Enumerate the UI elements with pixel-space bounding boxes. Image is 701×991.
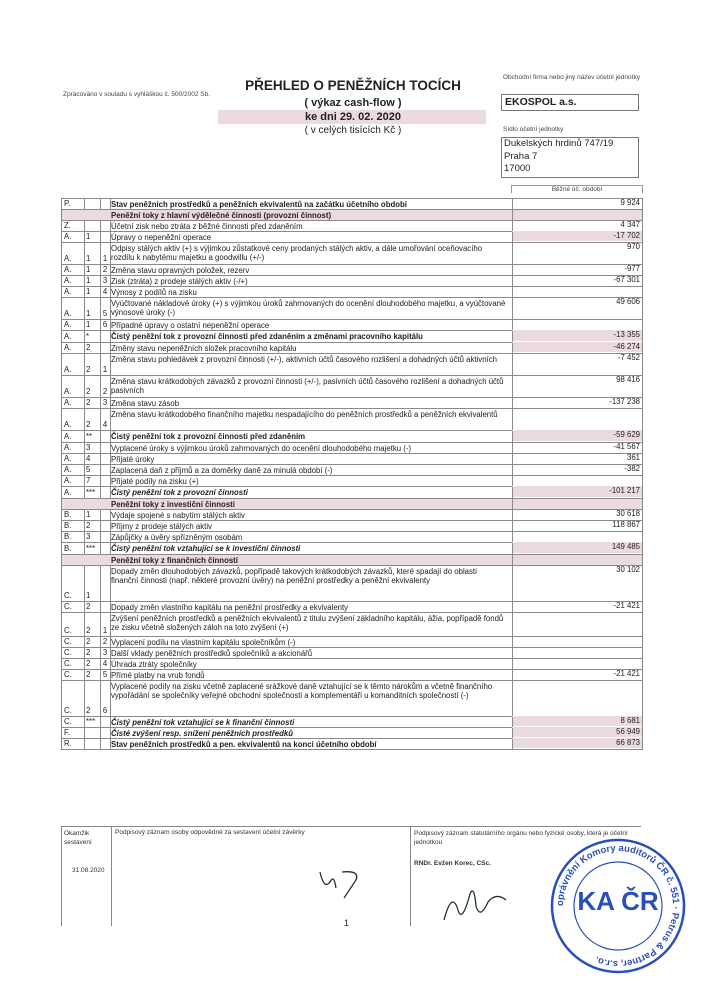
row-label: Stav peněžních prostředků a peněžních ekvivalentů na začátku účetního období (111, 200, 407, 209)
row-sub-code: 1 (86, 308, 91, 318)
row-sub-code: 7 (86, 475, 91, 485)
row-code: A. (64, 419, 72, 429)
row-code: A. (64, 364, 72, 374)
row-code: B. (64, 531, 72, 541)
row-label: Dopady změn dlouhodobých závazků, popřípadě takových krátkodobých závazků, které spadají do oblasti finanční činnosti (např. některé provozní úvěry) na peněžní prostředky a peněžní ekvivalenty (111, 567, 477, 586)
row-label: Úpravy o nepeněžní operace (111, 233, 212, 242)
row-code: C. (64, 601, 72, 611)
row-label: Změna stavu zásob (111, 399, 180, 408)
row-label: Zvýšení peněžních prostředků a peněžních ekvivalentů z titulu zvýšení základního kapitálu, ážia, popřípadě fondů ze zisku včetně složených záloh na toto zvýšení (+) (111, 614, 504, 633)
row-code: A. (64, 453, 72, 463)
row-label: Čistý peněžní tok vztahující se k finanční činnosti (111, 718, 295, 727)
row-sub-code: *** (86, 487, 96, 497)
row-label: Příjmy z prodeje stálých aktiv (111, 522, 212, 531)
row-code: A. (64, 386, 72, 396)
row-code: A. (64, 264, 72, 274)
row-value: 8 681 (512, 716, 642, 726)
row-code: C. (64, 647, 72, 657)
row-value: -101 217 (512, 486, 642, 497)
column-header: Běžné úč. období (511, 185, 643, 193)
body-signature-label: Podpisový záznam statutárního orgánu nebo fyzické osoby, která je účetní jednotkou (414, 830, 628, 846)
row-value: -137 238 (609, 397, 640, 406)
row-item-code: 4 (102, 419, 108, 429)
row-value (512, 554, 642, 564)
row-label: Čistý peněžní tok z provozní činnosti před zdaněním (111, 432, 306, 441)
row-code: C. (64, 669, 72, 679)
row-code: B. (64, 520, 72, 530)
row-value: 30 618 (616, 509, 640, 518)
row-value (512, 531, 642, 541)
row-value: -46 274 (512, 342, 642, 352)
row-sub-code: 2 (86, 647, 91, 657)
table-row (62, 243, 642, 265)
row-code: C. (64, 658, 72, 668)
row-sub-code: 2 (86, 520, 91, 530)
row-sub-code: 1 (86, 231, 91, 241)
row-code: A. (64, 397, 72, 407)
row-value: 30 102 (616, 565, 640, 574)
row-sub-code: 2 (86, 419, 91, 429)
row-value: -21 421 (613, 601, 640, 610)
row-label: Změna stavu pohledávek z provozní činnosti (+/-), aktivních účtů časového rozlišení a dohadných účtů aktivních (111, 355, 497, 364)
row-code: A. (64, 308, 72, 318)
row-value: 361 (626, 453, 640, 462)
row-sub-code: *** (86, 543, 96, 553)
row-item-code: 2 (102, 636, 108, 646)
row-value: -7 452 (617, 353, 640, 362)
row-code: B. (64, 543, 72, 553)
row-sub-code: 1 (86, 286, 91, 296)
row-code: C. (64, 590, 72, 600)
row-code: A. (64, 253, 72, 263)
row-sub-code: 5 (86, 464, 91, 474)
row-label: Změny stavu nepeněžních složek pracovního kapitálu (111, 344, 297, 353)
row-sub-code: 2 (86, 705, 91, 715)
stamp-ring-text: oprávnění Komory auditorů ČR č. 551 · Petrus & Partner, s.r.o. (554, 842, 682, 970)
row-item-code: 6 (102, 705, 108, 715)
row-value: -13 355 (512, 330, 642, 341)
row-code: A. (64, 342, 72, 352)
row-sub-code: 1 (86, 319, 91, 329)
row-label: Zaplacená daň z příjmů a za doměrky daně za minulá období (-) (111, 466, 333, 475)
company-label: Obchodní firma nebo jiný název účetní jednotky (503, 74, 640, 81)
auditor-stamp (548, 836, 688, 976)
row-value (512, 209, 642, 219)
row-value (512, 498, 642, 508)
table-row (62, 409, 642, 431)
row-value: -17 702 (512, 231, 642, 241)
row-value: -21 421 (613, 669, 640, 678)
row-value: -382 (624, 464, 640, 473)
row-value: -41 567 (613, 442, 640, 451)
moment-date: 31.08.2020 (72, 867, 105, 874)
report-date: ke dni 29. 02. 2020 (304, 111, 401, 123)
row-code: A. (64, 319, 72, 329)
row-label: Výnosy z podílů na zisku (111, 288, 197, 297)
row-sub-code: 4 (86, 453, 91, 463)
row-code: C. (64, 705, 72, 715)
row-code: P. (64, 198, 71, 208)
row-label: Zisk (ztráta) z prodeje stálých aktiv (-/+) (111, 277, 248, 286)
row-value: 970 (626, 242, 640, 251)
row-code: F. (64, 727, 71, 737)
row-item-code: 5 (102, 308, 108, 318)
row-code: A. (64, 475, 72, 485)
row-item-code: 3 (102, 275, 108, 285)
row-label: Vyplacené úroky s výjimkou úroků zahrnovaných do ocenění dlouhodobého majetku (-) (111, 444, 412, 453)
signature-scribble-1 (300, 852, 380, 902)
row-label: Vyúčtované nákladové úroky (+) s výjimkou úroků zahrnovaných do ocenění dlouhodobého majetku, a vyúčtované výnosové úroky (-) (111, 299, 506, 318)
seat-label: Sídlo účetní jednotky (503, 126, 564, 133)
row-label: Odpisy stálých aktiv (+) s výjimkou zůstatkové ceny prodaných stálých aktiv, a dále umořování oceňovacího rozdílu k nabytému majetku a goodwillu (+/-) (111, 244, 483, 263)
row-item-code: 3 (102, 397, 108, 407)
row-code: A. (64, 275, 72, 285)
table-row (62, 298, 642, 320)
row-sub-code: 2 (86, 386, 91, 396)
row-item-code: 6 (102, 319, 108, 329)
table-row (62, 376, 642, 398)
document-title: PŘEHLED O PENĚŽNÍCH TOCÍCH (245, 78, 461, 93)
row-item-code: 3 (102, 647, 108, 657)
row-code: C. (64, 625, 72, 635)
row-sub-code: *** (86, 716, 96, 726)
table-row (62, 681, 642, 717)
row-label: Změna stavu krátkodobého finančního majetku nespadajícího do peněžních prostředků a peněžních ekvivalentů (111, 410, 498, 419)
row-sub-code: 2 (86, 636, 91, 646)
row-sub-code: 1 (86, 509, 91, 519)
row-label: Přímé platby na vrub fondů (111, 671, 205, 680)
signatory-name: RNDr. Evžen Korec, CSc. (414, 860, 491, 867)
row-sub-code: 3 (86, 531, 91, 541)
row-sub-code: 1 (86, 275, 91, 285)
row-sub-code: 1 (86, 590, 91, 600)
row-value: -67 301 (613, 275, 640, 284)
row-value (512, 680, 642, 715)
row-label: Čistý peněžní tok z provozní činnosti před zdaněním a změnami pracovního kapitálu (111, 332, 423, 341)
row-item-code: 1 (102, 625, 108, 635)
row-sub-code: 2 (86, 364, 91, 374)
row-label: Přijaté podíly na zisku (+) (111, 477, 199, 486)
row-label: Vyplacené podíly na zisku včetně zaplacené srážkové daně vztahující se k těmto nárokům a včetně finančního vypořádání se společníky veřejné obchodní společnosti a komplementáři u komanditních společností (-) (111, 682, 493, 701)
row-value: 49 606 (616, 297, 640, 306)
row-code: C. (64, 716, 72, 726)
table-row (62, 566, 642, 602)
row-value: 9 924 (620, 198, 640, 207)
row-code: A. (64, 231, 72, 241)
row-item-code: 5 (102, 669, 108, 679)
table-row (62, 739, 642, 750)
units-note: ( v celých tisících Kč ) (304, 125, 402, 136)
row-value (512, 408, 642, 429)
company-name: EKOSPOL a.s. (505, 96, 577, 108)
row-value (512, 636, 642, 646)
row-label: Peněžní toky z hlavní výdělečné činnosti (provozní činnost) (111, 211, 332, 220)
row-sub-code: 2 (86, 601, 91, 611)
row-sub-code: ** (86, 431, 93, 441)
table-row (62, 613, 642, 637)
cash-flow-table (61, 198, 643, 750)
row-value: -59 629 (512, 430, 642, 441)
person-signature-label: Podpisový záznam osoby odpovědné za sestavení účetní závěrky (115, 829, 305, 836)
row-code: A. (64, 487, 72, 497)
document-subtitle: ( výkaz cash-flow ) (304, 97, 402, 109)
row-sub-code: 2 (86, 342, 91, 352)
row-value (512, 475, 642, 485)
row-label: Čistý peněžní tok z provozní činnosti (111, 488, 248, 497)
row-code: C. (64, 636, 72, 646)
zip: 17000 (504, 163, 531, 174)
row-item-code: 4 (102, 658, 108, 668)
row-label: Přijaté úroky (111, 455, 155, 464)
row-value: 66 873 (512, 738, 642, 748)
row-value: 118 867 (612, 520, 640, 529)
row-label: Případné úpravy o ostatní nepeněžní operace (111, 321, 270, 330)
row-label: Čistý peněžní tok vztahující se k investiční činnosti (111, 544, 301, 553)
row-sub-code: 3 (86, 442, 91, 452)
row-code: R. (64, 738, 72, 748)
row-value (512, 286, 642, 296)
row-value: 149 485 (512, 542, 642, 553)
stamp-center-text: KA ČR (577, 886, 659, 916)
row-item-code: 4 (102, 286, 108, 296)
row-value (512, 658, 642, 668)
row-sub-code: * (86, 331, 90, 341)
row-label: Dopady změn vlastního kapitálu na peněžní prostředky a ekvivalenty (111, 603, 349, 612)
row-value: 56 949 (512, 727, 642, 737)
row-code: A. (64, 442, 72, 452)
row-sub-code: 2 (86, 669, 91, 679)
row-value: 4 347 (620, 220, 640, 229)
legal-note: Zpracováno v souladu s vyhláškou č. 500/2002 Sb. (63, 91, 211, 98)
row-value (512, 319, 642, 329)
row-item-code: 2 (102, 264, 108, 274)
row-sub-code: 1 (86, 264, 91, 274)
signature-scribble-2 (436, 880, 516, 930)
row-sub-code: 1 (86, 253, 91, 263)
row-value (512, 647, 642, 657)
row-code: Z. (64, 220, 71, 230)
row-item-code: 1 (102, 253, 108, 263)
row-code: A. (64, 464, 72, 474)
row-label: Účetní zisk nebo ztráta z běžné činnosti před zdaněním (111, 222, 303, 231)
row-label: Výdaje spojené s nabytím stálých aktiv (111, 511, 245, 520)
row-label: Vyplacení podílu na vlastním kapitálu společníkům (-) (111, 638, 296, 647)
row-label: Změna stavu opravných položek, rezerv (111, 266, 250, 275)
row-sub-code: 2 (86, 658, 91, 668)
row-item-code: 1 (102, 364, 108, 374)
table-row (62, 354, 642, 376)
row-code: A. (64, 431, 72, 441)
row-value: 98 416 (616, 375, 640, 384)
row-label: Zápůjčky a úvěry spřízněným osobám (111, 533, 243, 542)
moment-label: Okamžik sestavení (64, 830, 92, 846)
row-label: Stav peněžních prostředků a pen. ekvivalentů na konci účetního období (111, 740, 377, 749)
city: Praha 7 (504, 150, 538, 162)
row-code: A. (64, 286, 72, 296)
row-label: Změna stavu krátkodobých závazků z provozní činnosti (+/-), pasivních účtů časového rozlišení a dohadných účtů pasivních (111, 377, 504, 396)
row-label: Peněžní toky z investiční činnosti (111, 500, 235, 509)
street: Dukelských hrdinů 747/19 (504, 138, 614, 149)
row-sub-code: 2 (86, 397, 91, 407)
row-item-code: 2 (102, 386, 108, 396)
row-code: A. (64, 331, 72, 341)
row-label: Další vklady peněžních prostředků společníků a akcionářů (111, 649, 313, 658)
page-number: 1 (344, 918, 350, 928)
row-label: Čisté zvýšení resp. snížení peněžních prostředků (111, 729, 293, 738)
row-label: Peněžní toky z finančních činností (111, 556, 238, 565)
row-sub-code: 2 (86, 625, 91, 635)
row-code: B. (64, 509, 72, 519)
row-label: Úhrada ztráty společníky (111, 660, 197, 669)
row-value: -977 (624, 264, 640, 273)
row-value (512, 612, 642, 635)
